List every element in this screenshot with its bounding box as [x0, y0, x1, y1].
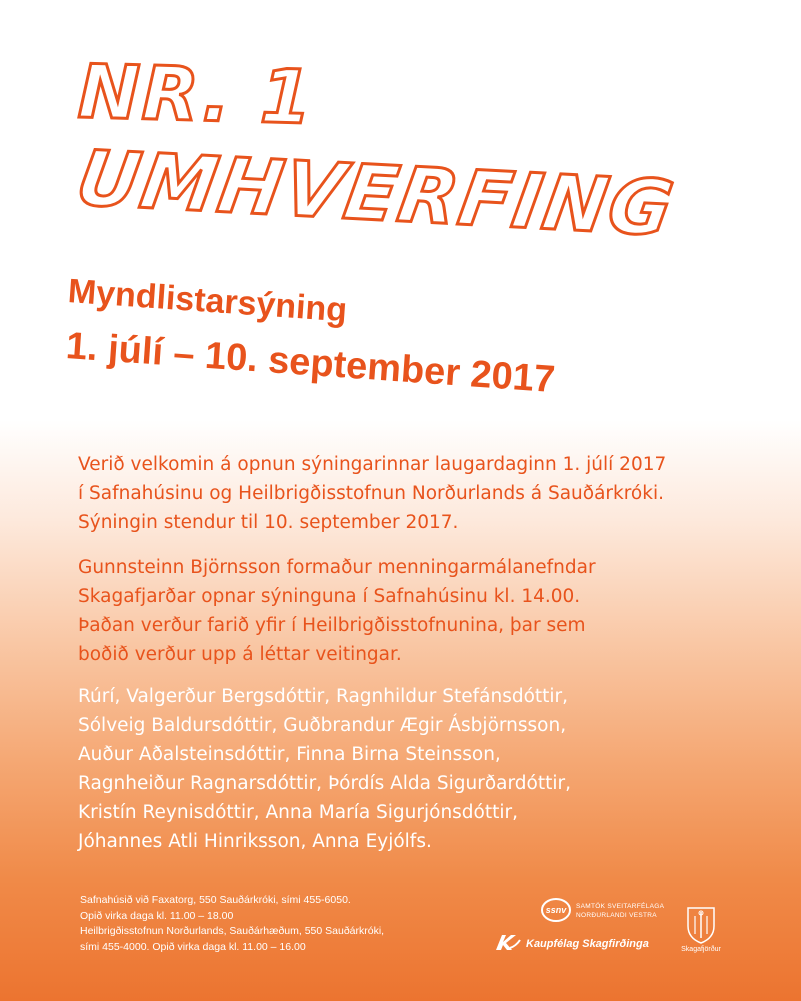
ssnv-ring-icon: [540, 896, 572, 924]
artists-line: Rúrí, Valgerður Bergsdóttir, Ragnhildur Stefánsdóttir,: [78, 686, 569, 707]
subtitle-dates: 1. júlí – 10. september 2017: [64, 325, 557, 402]
skagafjordur-logo: [676, 906, 726, 956]
footer-line: Safnahúsið við Faxatorg, 550 Sauðárkróki, sími 455-6050.: [80, 894, 351, 906]
subtitle-exhibition: Myndlistarsýning: [66, 272, 349, 330]
ssnv-text-2: NORÐURLANDI VESTRA: [576, 912, 657, 919]
skagafjordur-crest-icon: [686, 906, 716, 944]
svg-text:ssnv: ssnv: [545, 905, 567, 915]
opening-line: boðið verður upp á léttar veitingar.: [78, 644, 402, 665]
title-line-2: UMHVERFING: [71, 133, 681, 253]
skagafjordur-name: Skagafjörður: [681, 946, 721, 953]
footer-info: [80, 893, 384, 955]
artists-line: Jóhannes Atli Hinriksson, Anna Eyjólfs.: [78, 831, 432, 852]
title-line-1: NR. 1: [76, 49, 315, 142]
opening-paragraph: [78, 553, 596, 669]
welcome-paragraph: [78, 450, 666, 537]
artists-line: Auður Aðalsteinsdóttir, Finna Birna Steinsson,: [78, 744, 501, 765]
opening-line: Skagafjarðar opnar sýninguna í Safnahúsinu kl. 14.00.: [78, 586, 581, 607]
opening-line: Gunnsteinn Björnsson formaður menningarmálanefndar: [78, 557, 596, 578]
footer-line: Opið virka daga kl. 11.00 – 18.00: [80, 909, 234, 922]
opening-line: Þaðan verður farið yfir í Heilbrigðisstofnunina, þar sem: [78, 615, 586, 636]
footer-line: Heilbrigðisstofnun Norðurlands, Sauðárhæðum, 550 Sauðárkróki,: [80, 925, 385, 937]
artists-line: Ragnheiður Ragnarsdóttir, Þórdís Alda Sigurðardóttir,: [78, 773, 571, 794]
kaupfelag-logo: [494, 932, 674, 958]
ks-mark-icon: [494, 932, 522, 954]
artists-list: [78, 682, 571, 856]
ssnv-text-1: SAMTÖK SVEITARFÉLAGA: [576, 903, 665, 910]
footer-line: sími 455-4000. Opið virka daga kl. 11.00 – 16.00: [80, 940, 306, 953]
welcome-line: í Safnahúsinu og Heilbrigðisstofnun Norðurlands á Sauðárkróki.: [78, 483, 664, 504]
artists-line: Kristín Reynisdóttir, Anna María Sigurjónsdóttir,: [78, 802, 519, 823]
welcome-line: Sýningin stendur til 10. september 2017.: [78, 512, 459, 533]
kaupfelag-name: Kaupfélag Skagfirðinga: [526, 938, 649, 950]
artists-line: Sólveig Baldursdóttir, Guðbrandur Ægir Ásbjörnsson,: [78, 715, 567, 736]
welcome-line: Verið velkomin á opnun sýningarinnar laugardaginn 1. júlí 2017: [78, 454, 667, 475]
